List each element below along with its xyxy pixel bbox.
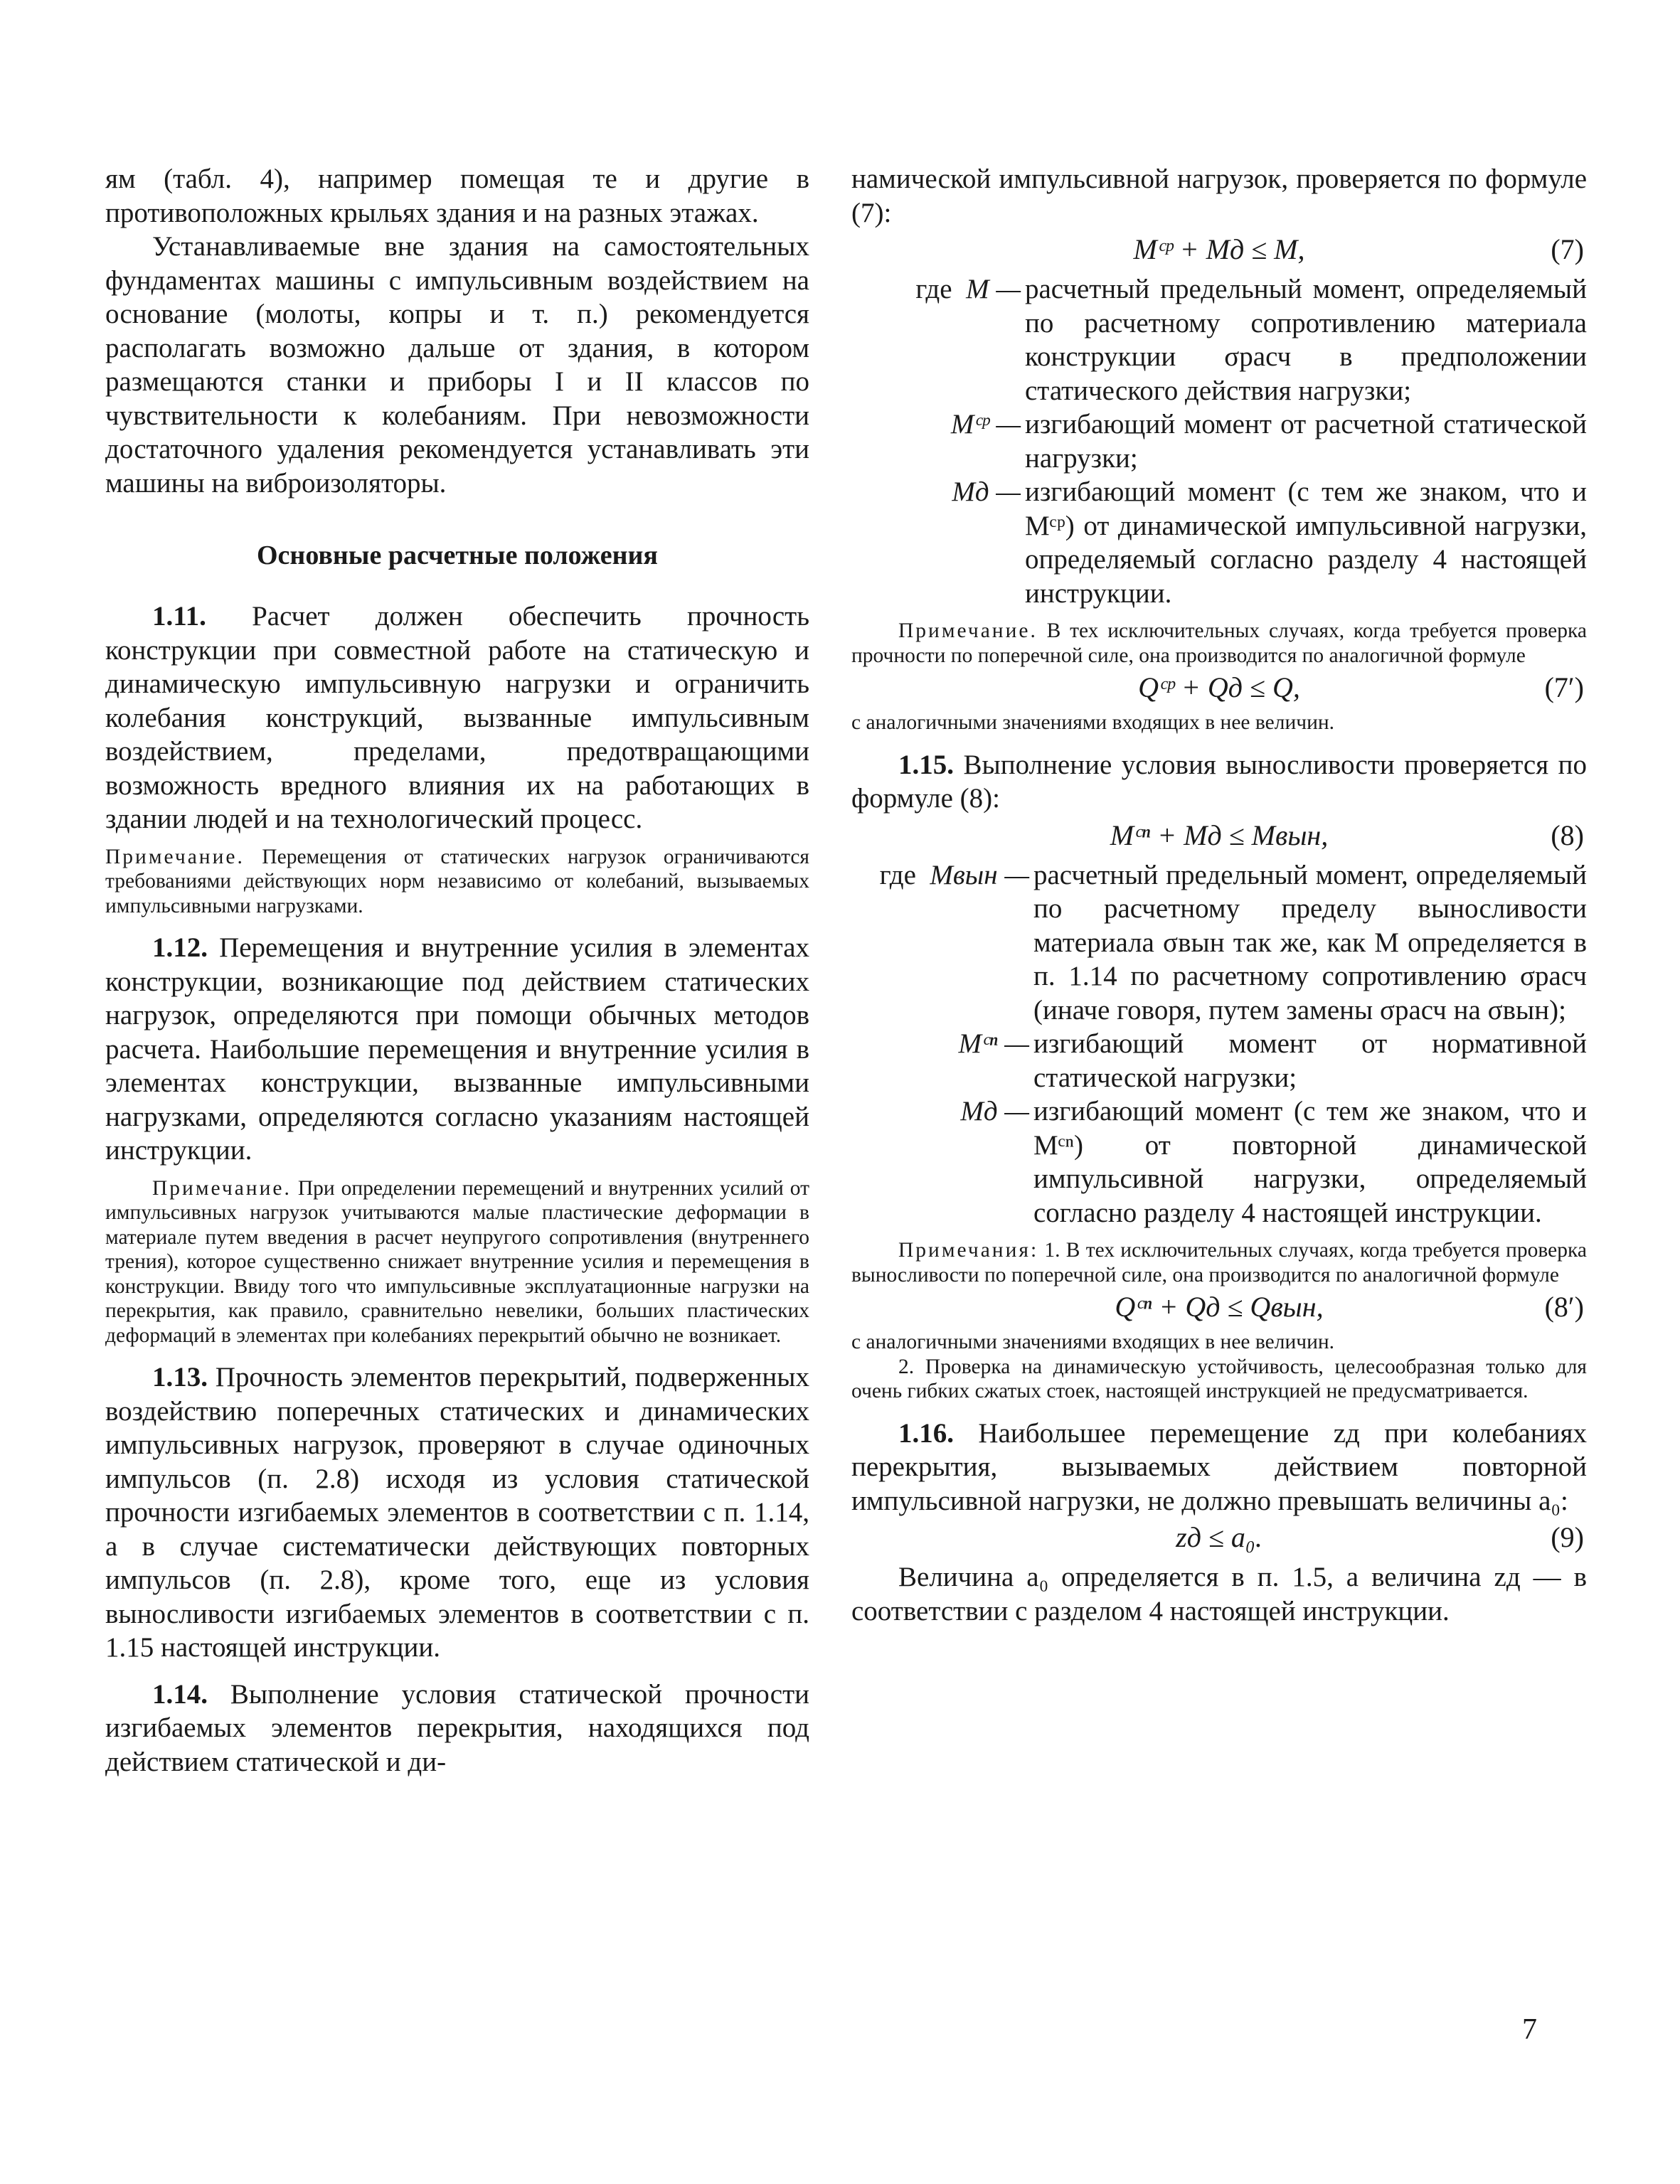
notes-1-15: [851, 1238, 1587, 1287]
definition-text: расчетный предельный момент, определяемый по расчетному пределу выносливости материала σвын так же, как M определяется в п. 1.14 по расчетному сопротивлению σрасч (иначе говоря, путем замены σрасч на σвын);: [1033, 859, 1587, 1026]
paragraph-machines: Устанавливаемые вне здания на самостоятельных фундаментах машины с импульсивным воздействием на основание (молоты, копры и т. п.) рекомендуется располагать возможно дальше от здания, в котором размещаются станки и приборы I и II классов по чувствительности к колебаниям. При невозможности достаточного удаления рекомендуется устанавливать эти машины на виброизоляторы.: [105, 231, 809, 499]
definition-text: изгибающий момент от расчетной статической нагрузки;: [1025, 409, 1587, 474]
definition-text: расчетный предельный момент, определяемый по расчетному сопротивлению материала конструкции σрасч в предположении статического действия нагрузки;: [1025, 274, 1587, 406]
clause-1-14: [105, 1678, 809, 1779]
clause-1-13: [105, 1360, 809, 1665]
note-2: 2. Проверка на динамическую устойчивость, целесообразная только для очень гибких сжатых стоек, настоящей инструкцией не предусматривается.: [851, 1355, 1587, 1402]
definition-symbol: Mᶜᵖ —: [950, 409, 1021, 440]
formula-expression: Qᶜⁿ + Qд ≤ Qвын,: [1115, 1291, 1324, 1323]
note-text: Перемещения от статических нагрузок ограничиваются требованиями действующих норм независимо от колебаний, вызываемых импульсивными нагрузками.: [105, 845, 810, 917]
formula-number: (9): [1551, 1521, 1584, 1553]
formula-number: (8′): [1544, 1291, 1584, 1323]
clause-text: Расчет должен обеспечить прочность конструкции при совместной работе на статическую и динамическую импульсивную нагрузки и ограничить колебания конструкций, вызванные импульсивным воздействием, пределами, предотвращающими возможность вредного влияния их на работающих в здании людей и на технологический процесс.: [105, 601, 810, 834]
formula-expression: Mᶜⁿ + Mд ≤ Mвын,: [1110, 819, 1329, 851]
clause-text: Выполнение условия выносливости проверяется по формуле (8):: [851, 749, 1588, 814]
clause-1-16: [851, 1417, 1587, 1518]
note-tail: с аналогичными значениями входящих в нее величин.: [851, 711, 1335, 734]
definition-symbol: где M —: [915, 274, 1021, 304]
note-1-14: [851, 619, 1587, 668]
paragraph-continuation: намической импульсивной нагрузок, проверяется по формуле (7):: [851, 164, 1587, 228]
clause-text: Наибольшее перемещение zд при колебаниях перекрытия, вызываемых действием повторной импульсивной нагрузки, не должно превышать величины a₀:: [851, 1417, 1587, 1516]
definition-symbol: Mᶜⁿ —: [958, 1028, 1029, 1059]
clause-1-11: [105, 600, 809, 836]
clause-number: 1.14.: [152, 1678, 208, 1710]
definition-symbol: Mд —: [952, 476, 1021, 507]
clause-text: Выполнение условия статической прочности изгибаемых элементов перекрытия, находящихся под действием статической и ди-: [105, 1678, 809, 1777]
clause-text: Прочность элементов перекрытий, подверженных воздействию поперечных статических и динамических импульсивных нагрузок, проверяют в случае одиночных импульсов (п. 2.8) исходя из условия статической прочности изгибаемых элементов в соответствии с п. 1.14, а в случае систематически действующих повторных импульсов (п. 2.8), кроме того, еще из условия выносливости изгибаемых элементов в соответствии с п. 1.15 настоящей инструкции.: [105, 1362, 809, 1663]
clause-number: 1.12.: [152, 932, 208, 963]
clause-number: 1.13.: [152, 1362, 208, 1392]
formula-7: [851, 233, 1587, 270]
clause-number: 1.11.: [152, 601, 206, 632]
note-label: Примечания:: [898, 1239, 1039, 1262]
note-text: 1. В тех исключительных случаях, когда требуется проверка выносливости по поперечной силе, она производится по аналогичной формуле: [851, 1239, 1587, 1287]
definition-M: [851, 272, 1587, 407]
note-1-12: [105, 1176, 809, 1348]
formula-expression: Qᶜᵖ + Qд ≤ Q,: [1138, 671, 1300, 703]
note-text: При определении перемещений и внутренних усилий от импульсивных нагрузок учитываются малые пластические деформации в материале путем введения в расчет неупругого сопротивления (внутреннего трения), которое существенно снижает внутренние усилия и перемещения в конструкции. Ввиду того что импульсивные эксплуатационные нагрузки на перекрытия, как правило, сравнительно невелики, больших пластических деформаций в элементах при колебаниях перекрытий обычно не возникает.: [105, 1176, 809, 1347]
right-column: [851, 162, 1587, 1628]
formula-8-prime: [851, 1290, 1587, 1327]
formula-7-prime: [851, 671, 1587, 708]
formula-expression: zд ≤ a₀.: [1176, 1521, 1262, 1553]
page-number: 7: [1522, 2013, 1537, 2046]
clause-text: Перемещения и внутренние усилия в элементах конструкции, возникающие под действием статических нагрузок, определяются при помощи обычных методов расчета. Наибольшие перемещения и внутренние усилия в элементах конструкции, вызванные импульсивными нагрузками, определяются согласно указаниям настоящей инструкции.: [105, 932, 809, 1166]
formula-number: (7): [1551, 233, 1584, 265]
definition-Mc: [851, 407, 1587, 475]
note-1-11: [105, 845, 809, 919]
definition-text: изгибающий момент (с тем же знаком, что и Mᶜⁿ) от повторной динамической импульсивной нагрузки, определяемый согласно разделу 4 настоящей инструкции.: [1033, 1096, 1587, 1228]
formula-9: [851, 1520, 1587, 1557]
definition-Md-repeat: [851, 1094, 1587, 1230]
paragraph-continuation: ям (табл. 4), например помещая те и другие в противоположных крыльях здания и на разных этажах.: [105, 164, 809, 228]
clause-number: 1.16.: [898, 1417, 954, 1449]
note-tail: с аналогичными значениями входящих в нее величин.: [851, 1331, 1335, 1353]
note-text: В тех исключительных случаях, когда требуется проверка прочности по поперечной силе, она производится по аналогичной формуле: [851, 619, 1587, 667]
clause-1-12: [105, 931, 809, 1168]
note-label: Примечание.: [105, 845, 245, 868]
note-label: Примечание.: [152, 1176, 292, 1200]
definition-text: изгибающий момент от нормативной статической нагрузки;: [1033, 1028, 1587, 1093]
paragraph-final: Величина a₀ определяется в п. 1.5, а величина zд — в соответствии с разделом 4 настоящей инструкции.: [851, 1562, 1587, 1626]
clause-1-15: [851, 748, 1587, 816]
formula-number: (7′): [1544, 671, 1584, 703]
definition-Md: [851, 475, 1587, 610]
definition-Mcn: [851, 1027, 1587, 1094]
definition-text: изгибающий момент (с тем же знаком, что и Mᶜᵖ) от динамической импульсивной нагрузки, определяемый согласно разделу 4 настоящей инструкции.: [1025, 476, 1587, 609]
clause-number: 1.15.: [898, 749, 954, 780]
definition-symbol: где Mвын —: [879, 859, 1029, 890]
formula-expression: Mᶜᵖ + Mд ≤ M,: [1133, 233, 1305, 265]
definition-Mvyn: [851, 858, 1587, 1028]
definition-symbol: Mд —: [960, 1096, 1029, 1126]
left-column: [105, 162, 809, 1779]
formula-number: (8): [1551, 819, 1584, 851]
note-label: Примечание.: [898, 619, 1038, 642]
formula-8: [851, 819, 1587, 856]
section-heading: Основные расчетные положения: [257, 540, 658, 570]
